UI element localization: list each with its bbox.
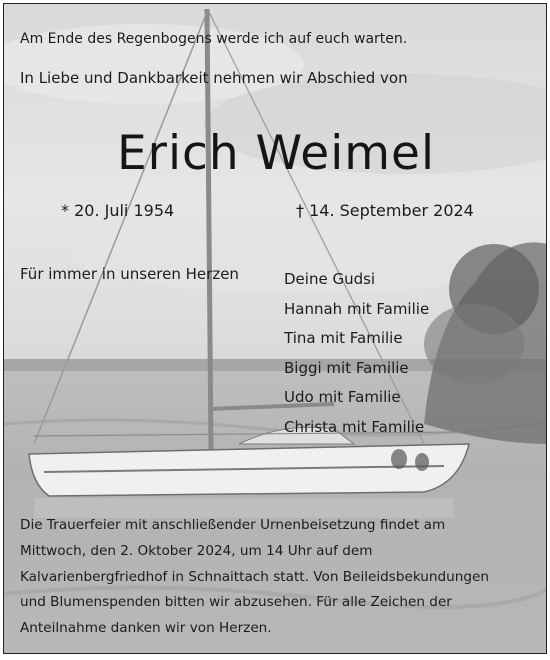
forever-line: Für immer in unseren Herzen [20, 265, 239, 283]
farewell-line: In Liebe und Dankbarkeit nehmen wir Abschied von [20, 69, 408, 87]
mourner-item: Tina mit Familie [284, 329, 403, 347]
mourner-item: Biggi mit Familie [284, 358, 409, 377]
service-info [20, 513, 535, 642]
mourners-list [284, 265, 429, 442]
mourner-item: Deine Gudsi [284, 270, 376, 288]
obituary-card [3, 3, 547, 654]
service-line: Mittwoch, den 2. Oktober 2024, um 14 Uhr auf dem [20, 542, 373, 559]
mourner-item: Hannah mit Familie [284, 299, 430, 318]
intro-quote: Am Ende des Regenbogens werde ich auf euch warten. [20, 31, 408, 47]
mourner-item: Christa mit Familie [284, 417, 425, 436]
mourner-item: Udo mit Familie [284, 388, 401, 406]
death-date: † 14. September 2024 [296, 201, 474, 220]
service-line: und Blumenspenden bitten wir abzusehen. Für alle Zeichen der [20, 594, 452, 611]
service-line: Anteilnahme danken wir von Herzen. [20, 620, 272, 637]
deceased-name: Erich Weimel [116, 126, 436, 181]
service-line: Die Trauerfeier mit anschließender Urnenbeisetzung findet am [20, 517, 446, 533]
service-line: Kalvarienbergfriedhof in Schnaittach statt. Von Beileidsbekundungen [20, 568, 489, 585]
birth-date: * 20. Juli 1954 [61, 201, 175, 220]
